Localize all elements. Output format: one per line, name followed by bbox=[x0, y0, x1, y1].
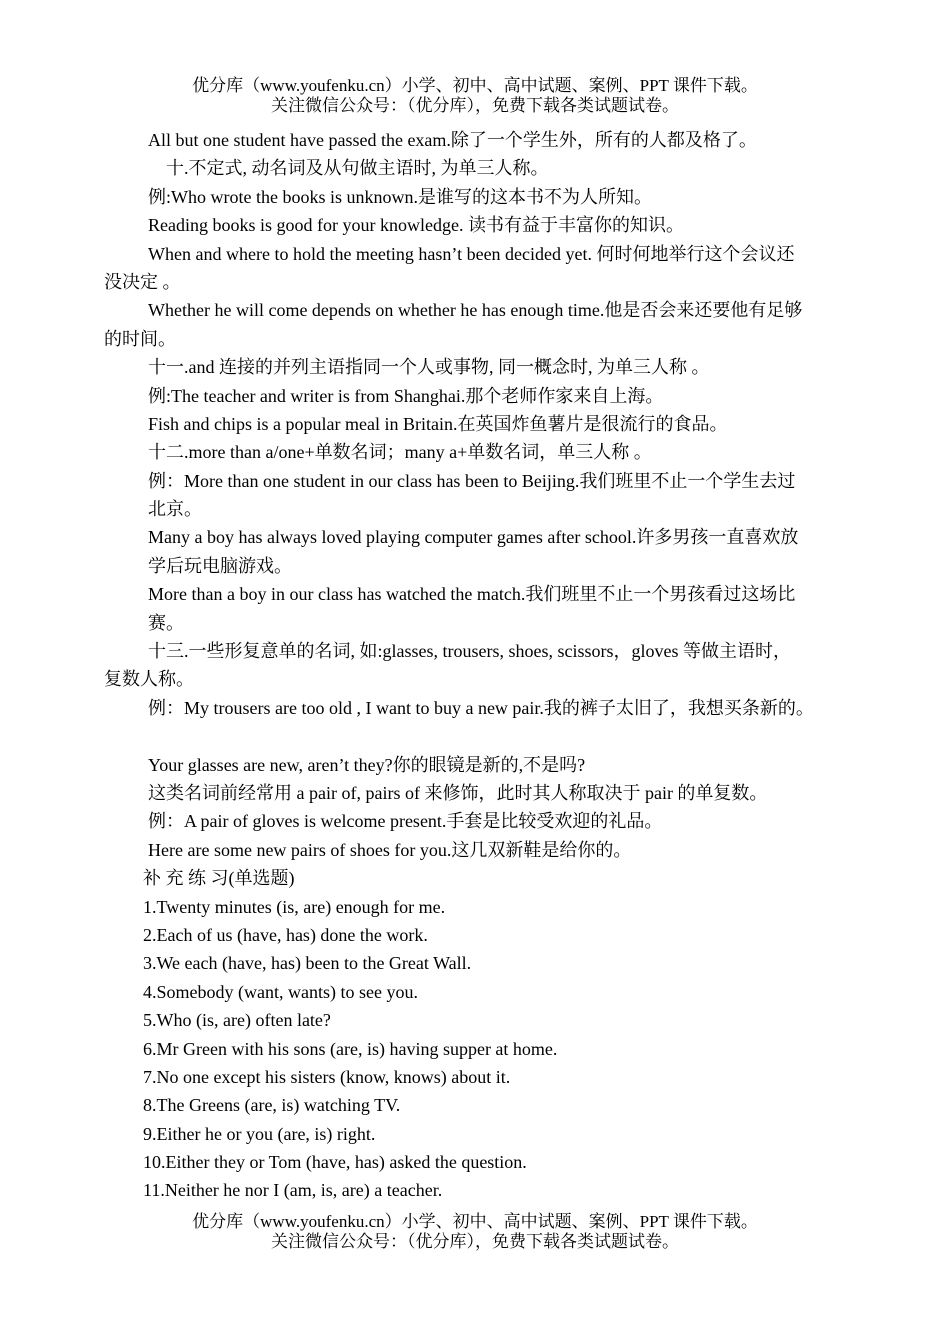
exercise-item: 10.Either they or Tom (have, has) asked the question. bbox=[143, 1152, 527, 1173]
exercise-heading: 补 充 练 习(单选题) bbox=[143, 868, 295, 889]
text-line: Fish and chips is a popular meal in Britain.在英国炸鱼薯片是很流行的食品。 bbox=[148, 413, 728, 434]
text-line: Many a boy has always loved playing computer games after school.许多男孩一直喜欢放 bbox=[148, 527, 799, 548]
text-line: 例：A pair of gloves is welcome present.手套是比较受欢迎的礼品。 bbox=[148, 811, 663, 832]
text-line: Whether he will come depends on whether he has enough time.他是否会来还要他有足够 bbox=[148, 300, 803, 321]
text-line: All but one student have passed the exam.除了一个学生外，所有的人都及格了。 bbox=[148, 130, 757, 150]
exercise-item: 6.Mr Green with his sons (are, is) having supper at home. bbox=[143, 1038, 558, 1059]
text-line: 例：More than one student in our class has been to Beijing.我们班里不止一个学生去过 bbox=[148, 470, 796, 491]
text-line: 这类名词前经常用 a pair of, pairs of 来修饰，此时其人称取决于 pair 的单复数。 bbox=[148, 782, 768, 803]
exercise-item: 9.Either he or you (are, is) right. bbox=[143, 1123, 376, 1144]
page-header bbox=[0, 76, 950, 116]
footer-line-2: 关注微信公众号：（优分库），免费下载各类试题试卷。 bbox=[271, 1232, 679, 1251]
text-line: 例:Who wrote the books is unknown.是谁写的这本书不为人所知。 bbox=[148, 186, 652, 207]
text-line: 例：My trousers are too old , I want to buy a new pair.我的裤子太旧了，我想买条新的。 bbox=[148, 697, 814, 718]
exercise-item: 7.No one except his sisters (know, knows) about it. bbox=[143, 1066, 511, 1087]
section-heading-10: 十.不定式, 动名词及从句做主语时, 为单三人称。 bbox=[166, 158, 549, 179]
text-line: 没决定 。 bbox=[104, 271, 181, 292]
exercise-item: 8.The Greens (are, is) watching TV. bbox=[143, 1095, 401, 1116]
page-footer bbox=[0, 1212, 950, 1252]
text-line: Reading books is good for your knowledge. 读书有益于丰富你的知识。 bbox=[148, 215, 684, 236]
exercise-list bbox=[0, 893, 950, 1205]
exercise-item: 4.Somebody (want, wants) to see you. bbox=[143, 981, 418, 1002]
text-line: 例:The teacher and writer is from Shanghai.那个老师作家来自上海。 bbox=[148, 385, 664, 406]
text-line: 赛。 bbox=[148, 612, 184, 633]
exercise-item: 1.Twenty minutes (is, are) enough for me. bbox=[143, 896, 446, 917]
exercise-item: 5.Who (is, are) often late? bbox=[143, 1010, 331, 1031]
text-line: 的时间。 bbox=[104, 328, 176, 349]
text-line: When and where to hold the meeting hasn’t been decided yet. 何时何地举行这个会议还 bbox=[148, 243, 795, 264]
text-line: Your glasses are new, aren’t they?你的眼镜是新的,不是吗? bbox=[148, 754, 586, 775]
blank-line bbox=[0, 722, 950, 750]
section-heading-12: 十二.more than a/one+单数名词；many a+单数名词，单三人称 。 bbox=[148, 442, 652, 463]
section-heading-11: 十一.and 连接的并列主语指同一个人或事物, 同一概念时, 为单三人称 。 bbox=[148, 357, 710, 378]
exercise-item: 3.We each (have, has) been to the Great Wall. bbox=[143, 953, 472, 974]
section-heading-13: 十三.一些形复意单的名词, 如:glasses, trousers, shoes, scissors，gloves 等做主语时， bbox=[148, 641, 791, 662]
text-line: More than a boy in our class has watched the match.我们班里不止一个男孩看过这场比 bbox=[148, 584, 796, 605]
exercise-item: 11.Neither he nor I (am, is, are) a teacher. bbox=[143, 1180, 443, 1201]
exercise-item: 2.Each of us (have, has) done the work. bbox=[143, 924, 428, 945]
header-line-2: 关注微信公众号：（优分库），免费下载各类试题试卷。 bbox=[271, 96, 679, 115]
header-line-1: 优分库（www.youfenku.cn）小学、初中、高中试题、案例、PPT 课件下载。 bbox=[192, 76, 758, 95]
text-line: Here are some new pairs of shoes for you.这几双新鞋是给你的。 bbox=[148, 839, 632, 860]
document-body bbox=[0, 126, 950, 1205]
text-line: 学后玩电脑游戏。 bbox=[148, 555, 292, 576]
text-line: 北京。 bbox=[148, 499, 202, 520]
text-line: 复数人称。 bbox=[104, 669, 194, 690]
footer-line-1: 优分库（www.youfenku.cn）小学、初中、高中试题、案例、PPT 课件下载。 bbox=[192, 1212, 758, 1231]
